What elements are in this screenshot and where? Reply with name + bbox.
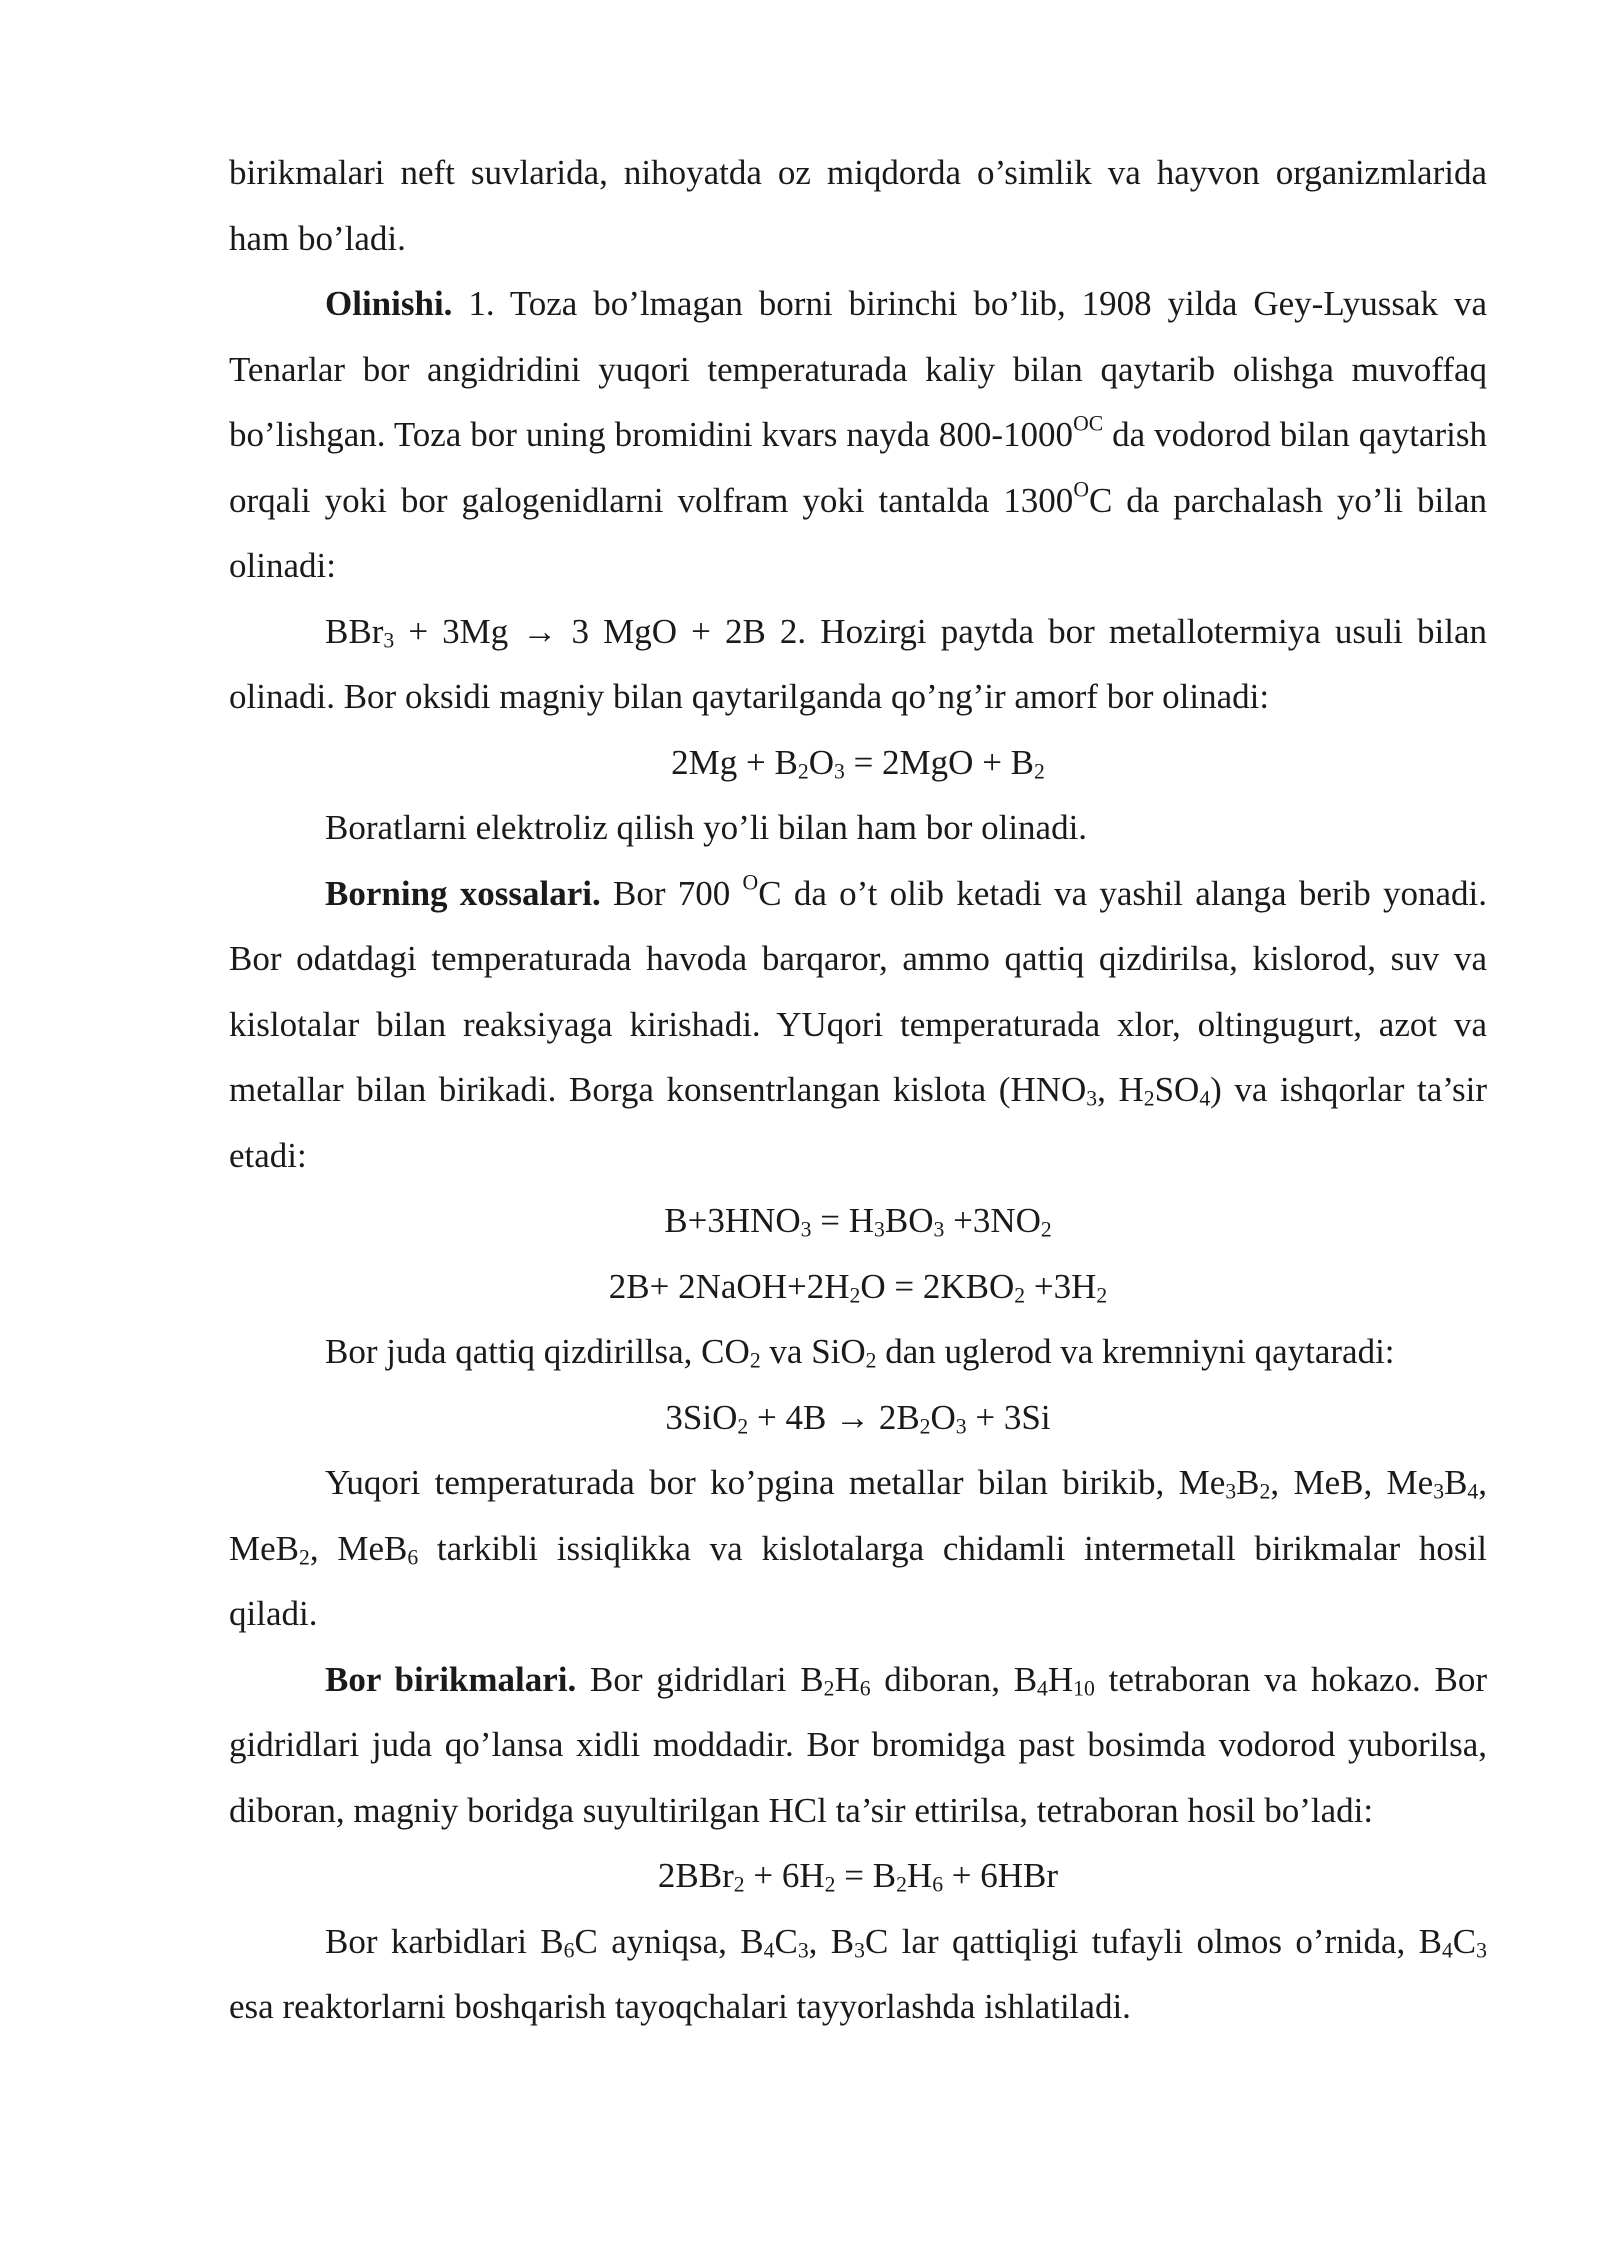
paragraph-bbr3-reaction: BBr$_3$ + 3Mg → 3 MgO + 2B 2. Hozirgi paytda bor metallotermiya usuli bilan olinadi. Bor oksidi magniy bilan qaytarilganda qo’ng’ir amorf bor olinadi: [229,611,1487,716]
equation-bbr2-h2: $2BBr_2 + 6H_2 = B_2H_6 + 6HBr$ [657,1856,1059,1897]
equation-sio2-b: $3SiO_2 + 4B \to 2B_2O_3 + 3Si$ [665,1397,1051,1438]
paragraph-xossalari: Borning xossalari. Bor 700 $^O$C da o’t olib ketadi va yashil alanga berib yonadi. Bor odatdagi temperaturada havoda barqaror, ammo qattiq qizdirilsa, kislorod, suv va kislotalar bilan reaksiyaga kirishadi. YUqori temperaturada xlor, oltingugurt, azot va metallar bilan birikadi. Borga konsentrlangan kislota ($HNO_3$, $H_2SO_4$) va ishqorlar ta’sir etadi: [229,869,1488,1175]
section-heading-birikmalari: Bor birikmalari. [325,1659,577,1699]
paragraph-co2-sio2: Bor juda qattiq qizdirillsa, $CO_2$ va SiO$_2$ dan uglerod va kremniyni qaytaradi: [325,1332,1395,1373]
equation-b-naoh: $2B+ 2NaOH+2H_2O = 2KBO_2 +3H_2$ [608,1266,1108,1307]
paragraph-karbidlari: Bor karbidlari $B_6C$ ayniqsa, $B_4C_3$, $B_3C$ lar qattiqligi tufayli olmos o’rnida, $B_4C_3$ esa reaktorlarni boshqarish tayoqchalari tayyorlashda ishlatiladi. [229,1921,1487,2026]
paragraph-intro: birikmalari neft suvlarida, nihoyatda oz miqdorda o’simlik va hayvon organizmlarida ham bo’ladi. [229,153,1487,258]
paragraph-intermetall: Yuqori temperaturada bor ko’pgina metallar bilan birikib, $Me_3B_2$, MeB, $Me_3B_4$, MeB$_2$, MeB$_6$ tarkibli issiqlikka va kislotalarga chidamli intermetall birikmalar hosil qiladi. [229,1463,1488,1633]
section-heading-olinishi: Olinishi. [325,284,453,323]
paragraph-birikmalari: Bor birikmalari. Bor gidridlari $B_2H_6$ diboran, $B_4H_{10}$ tetraboran va hokazo. Bor gidridlari juda qo’lansa xidli moddadir. Bor bromidga past bosimda vodorod yuborilsa, diboran, magniy boridga suyultirilgan HCl ta’sir ettirilsa, tetraboran hosil bo’ladi: [229,1659,1488,1830]
equation-mg-b2o3: $2Mg + B_2O_3 = 2MgO + B_2$ [671,742,1045,783]
section-heading-xossalari: Borning xossalari. [325,873,601,913]
equation-b-hno3: $B+3HNO_3 = H_3BO_3 +3NO_2$ [664,1201,1052,1242]
paragraph-elektroliz: Boratlarni elektroliz qilish yo’li bilan ham bor olinadi. [325,808,1088,847]
document-page [229,140,1487,2040]
paragraph-olinishi: Olinishi. 1. Toza bo’lmagan borni birinchi bo’lib, 1908 yilda Gey-Lyussak va Tenarlar bor angidridini yuqori temperaturada kaliy bilan qaytarib olishga muvoffaq bo’lishgan. Toza bor uning bromidini kvars nayda $800-1000^{OC}$ da vodorod bilan qaytarish orqali yoki bor galogenidlarni volfram yoki tantalda $1300^OC$ da parchalash yo’li bilan olinadi: [229,284,1487,585]
